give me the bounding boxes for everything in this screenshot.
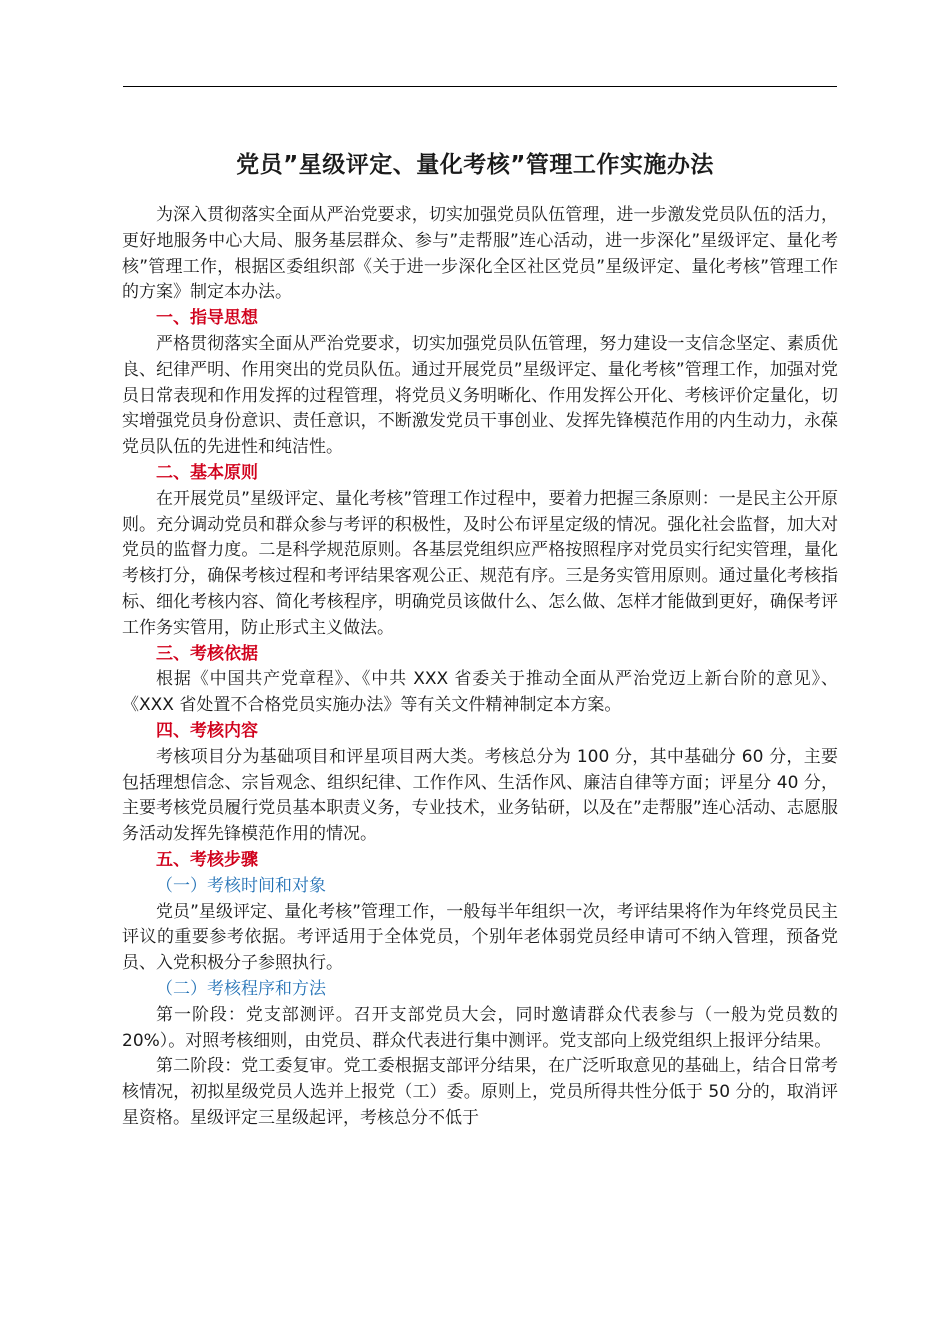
section-heading-basic-principles: 二、基本原则	[156, 462, 258, 483]
subsection-heading-time-and-targets: （一）考核时间和对象	[156, 875, 326, 896]
stage-one-paragraph: 第一阶段：党支部测评。召开支部党员大会，同时邀请群众代表参与（一般为党员数的 20%）。对照考核细则，由党员、群众代表进行集中测评。党支部向上级党组织上报评分结果。	[122, 1004, 838, 1051]
section-heading-assessment-basis: 三、考核依据	[156, 643, 258, 664]
document-body	[122, 203, 838, 1132]
basic-principles-paragraph: 在开展党员”星级评定、量化考核”管理工作过程中，要着力把握三条原则：一是民主公开原则。充分调动党员和群众参与考评的积极性，及时公布评星定级的情况。强化社会监督，加大对党员的监督力度。二是科学规范原则。各基层党组织应严格按照程序对党员实行纪实管理，量化考核打分，确保考核过程和考评结果客观公正、规范有序。三是务实管用原则。通过量化考核指标、细化考核内容、简化考核程序，明确党员该做什么、怎么做、怎样才能做到更好，确保考评工作务实管用，防止形式主义做法。	[122, 488, 838, 638]
section-heading-guiding-ideology: 一、指导思想	[156, 308, 258, 329]
stage-two-paragraph: 第二阶段：党工委复审。党工委根据支部评分结果，在广泛听取意见的基础上，结合日常考核情况，初拟星级党员人选并上报党（工）委。原则上，党员所得共性分低于 50 分的，取消评星资格。星级评定三星级起评，考核总分不低于	[122, 1056, 838, 1128]
assessment-content-paragraph: 考核项目分为基础项目和评星项目两大类。考核总分为 100 分，其中基础分 60 分，主要包括理想信念、宗旨观念、组织纪律、工作作风、生活作风、廉洁自律等方面；评星分 40 分，主要考核党员履行党员基本职责义务，专业技术，业务钻研，以及在”走帮服”连心活动、志愿服务活动发挥先锋模范作用的情况。	[122, 746, 838, 845]
section-heading-assessment-steps: 五、考核步骤	[156, 849, 258, 870]
document-title: 党员”星级评定、量化考核”管理工作实施办法	[236, 152, 714, 178]
assessment-basis-paragraph: 根据《中国共产党章程》、《中共 XXX 省委关于推动全面从严治党迈上新台阶的意见》、《XXX 省处置不合格党员实施办法》等有关文件精神制定本方案。	[122, 669, 838, 716]
header-rule	[123, 86, 837, 87]
guiding-ideology-paragraph: 严格贯彻落实全面从严治党要求，切实加强党员队伍管理，努力建设一支信念坚定、素质优良、纪律严明、作用突出的党员队伍。通过开展党员”星级评定、量化考核”管理工作，加强对党员日常表现和作用发挥的过程管理，将党员义务明晰化、作用发挥公开化、考核评价定量化，切实增强党员身份意识、责任意识，不断激发党员干事创业、发挥先锋模范作用的内生动力，永葆党员队伍的先进性和纯洁性。	[122, 333, 838, 458]
subsection-heading-procedure-and-methods: （二）考核程序和方法	[156, 978, 326, 999]
intro-paragraph: 为深入贯彻落实全面从严治党要求，切实加强党员队伍管理，进一步激发党员队伍的活力，更好地服务中心大局、服务基层群众、参与”走帮服”连心活动，进一步深化”星级评定、量化考核”管理工作，根据区委组织部《关于进一步深化全区社区党员”星级评定、量化考核”管理工作的方案》制定本办法。	[122, 205, 838, 303]
time-and-targets-paragraph: 党员”星级评定、量化考核”管理工作，一般每半年组织一次，考评结果将作为年终党员民主评议的重要参考依据。考评适用于全体党员，个别年老体弱党员经申请可不纳入管理，预备党员、入党积极分子参照执行。	[122, 901, 838, 974]
section-heading-assessment-content: 四、考核内容	[156, 720, 258, 741]
